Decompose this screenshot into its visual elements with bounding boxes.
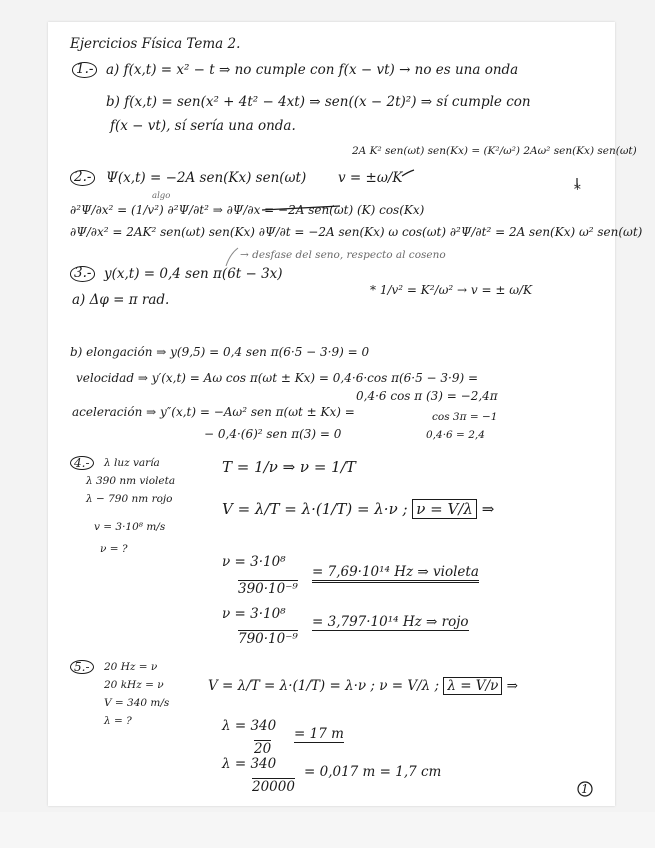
problem-2-number: 2.- (70, 170, 97, 186)
problem-5-lambda1-denominator: 20 (254, 741, 272, 757)
problem-4-given-3: λ − 790 nm rojo (86, 493, 173, 505)
problem-4-speed-eq: V = λ/T = λ·(1/T) = λ·ν ; ν = V/λ ⇒ (222, 500, 495, 518)
problem-4-boxed-freq: ν = V/λ (412, 499, 477, 519)
problem-3-elongation: b) elongación ⇒ y(9,5) = 0,4 sen π(6·5 − 3·9) = 0 (70, 345, 370, 359)
problem-5-lambda1-result: = 17 m (294, 726, 344, 742)
problem-3-cos-note: cos 3π = −1 (432, 411, 498, 423)
problem-4-nu2-denominator: 790·10⁻⁹ (238, 631, 298, 647)
problem-4-given-2: λ 390 nm violeta (86, 475, 176, 487)
problem-5-speed-eq: V = λ/T = λ·(1/T) = λ·ν ; ν = V/λ ; λ = V/ν ⇒ (208, 678, 518, 694)
problem-5-lambda1-numerator: λ = 340 (222, 718, 277, 734)
problem-3-velocity: velocidad ⇒ y′(x,t) = Aω cos π(ωt ± Kx) = 0,4·6·cos π(6·5 − 3·9) = (76, 371, 479, 385)
problem-4-nu1-numerator: ν = 3·10⁸ (222, 554, 286, 570)
problem-4-given-5: ν = ? (100, 543, 128, 555)
problem-1-part-a: a) f(x,t) = x² − t ⇒ no cumple con f(x − vt) → no es una onda (106, 62, 519, 78)
problem-5-given-4: λ = ? (104, 715, 132, 727)
problem-4-period: T = 1/ν ⇒ ν = 1/T (222, 458, 356, 476)
problem-4-given-1: λ luz varía (104, 457, 160, 469)
problem-1-part-b-line1: b) f(x,t) = sen(x² + 4t² − 4xt) ⇒ sen((x − 2t)²) ⇒ sí cumple con (106, 94, 531, 110)
page-number: 1 (581, 782, 589, 796)
problem-4-nu2-numerator: ν = 3·10⁸ (222, 606, 286, 622)
problem-5-lambda2-result: = 0,017 m = 1,7 cm (304, 764, 442, 780)
problem-1-number: 1.- (72, 62, 99, 78)
problem-5-lambda2-denominator: 20000 (252, 779, 295, 795)
problem-3-velocity-result: 0,4·6 cos π (3) = −2,4π (356, 389, 498, 403)
problem-3-acceleration-result: − 0,4·(6)² sen π(3) = 0 (204, 427, 342, 441)
problem-4-nu1-result: = 7,69·10¹⁴ Hz ⇒ violeta (312, 566, 479, 580)
page-title: Ejercicios Física Tema 2. (70, 36, 241, 52)
problem-5-given-1: 20 Hz = ν (104, 661, 158, 673)
problem-5-lambda2-numerator: λ = 340 (222, 756, 277, 772)
problem-5-boxed-wavelength: λ = V/ν (443, 677, 502, 695)
problem-2-speed: v = ±ω/K (338, 170, 403, 186)
problem-2-star: * (574, 182, 581, 198)
problem-2-wave: Ψ(x,t) = −2A sen(Kx) sen(ωt) (106, 170, 307, 186)
problem-4-nu1-denominator: 390·10⁻⁹ (238, 581, 298, 597)
problem-4-nu2-result: = 3,797·10¹⁴ Hz ⇒ rojo (312, 614, 469, 630)
problem-3-product-note: 0,4·6 = 2,4 (426, 429, 485, 441)
viewer-bottom-bar (0, 812, 655, 848)
problem-3-number: 3.- (70, 266, 97, 282)
problem-3-wave: y(x,t) = 0,4 sen π(6t − 3x) (104, 266, 283, 282)
problem-2-note-algo: algo (152, 191, 171, 201)
problem-5-given-2: 20 kHz = ν (104, 679, 164, 691)
problem-1-part-b-line2: f(x − vt), sí sería una onda. (110, 118, 296, 134)
problem-3-phase-note: → desfase del seno, respecto al coseno (240, 249, 446, 261)
problem-2-eq2: ∂Ψ/∂x² = 2AK² sen(ωt) sen(Kx) ∂Ψ/∂t = −2A sen(Kx) ω cos(ωt) ∂²Ψ/∂t² = 2A sen(Kx) ω² sen(ωt) (70, 225, 643, 239)
problem-2-side-calc: 2A K² sen(ωt) sen(Kx) = (K²/ω²) 2Aω² sen(Kx) sen(ωt) (352, 145, 637, 157)
problem-3-part-a: a) Δφ = π rad. (72, 292, 170, 308)
problem-5-given-3: V = 340 m/s (104, 697, 170, 709)
problem-4-given-4: v = 3·10⁸ m/s (94, 521, 166, 533)
problem-2-eq1: ∂²Ψ/∂x² = (1/v²) ∂²Ψ/∂t² ⇒ ∂Ψ/∂x = −2A sen(ωt) (K) cos(Kx) (70, 203, 425, 217)
problem-4-number: 4.- (70, 456, 96, 470)
problem-5-number: 5.- (70, 660, 96, 674)
problem-3-side-eq: * 1/v² = K²/ω² → v = ± ω/K (370, 283, 532, 297)
problem-3-acceleration: aceleración ⇒ y″(x,t) = −Aω² sen π(ωt ± Kx) = (72, 405, 355, 419)
